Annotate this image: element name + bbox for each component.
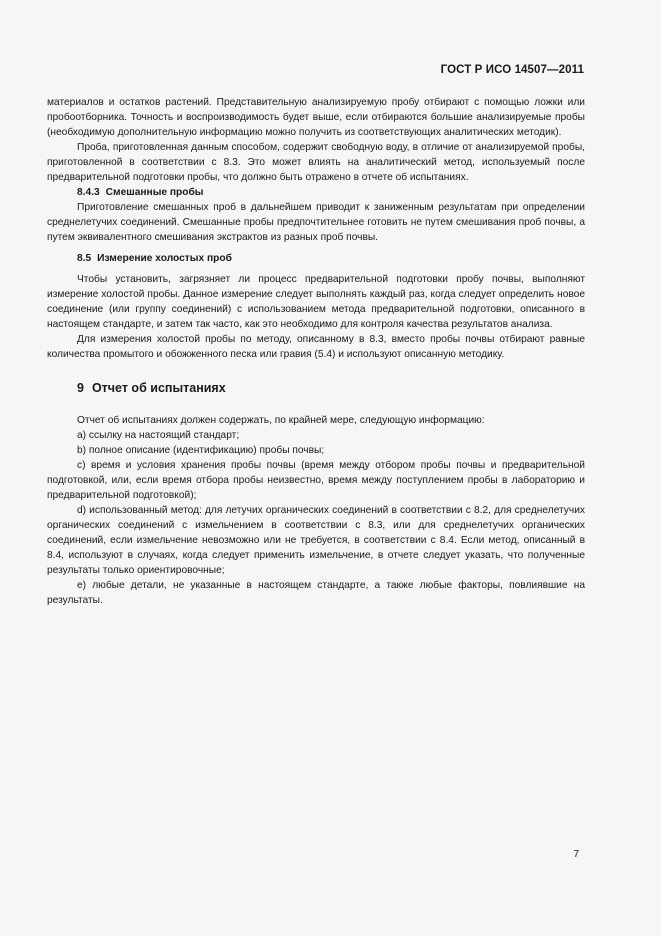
- page-number: 7: [573, 849, 579, 860]
- document-id-header: ГОСТ Р ИСО 14507—2011: [440, 64, 584, 76]
- list-item-e: e) любые детали, не указанные в настоящем стандарте, а также любые факторы, повлиявшие на результаты.: [47, 580, 585, 606]
- paragraph-blank-measurement: Чтобы установить, загрязняет ли процесс предварительной подготовки пробу почвы, выполняют измерение холостой пробы. Данное измерение следует выполнять каждый раз, когда следует определить новое соединение (или группу соединений) с использованием метода предварительной подготовки, описанного в настоящем стандарте, и затем так часто, как это необходимо для контроля качества результатов анализа.: [47, 274, 585, 330]
- section-title: Отчет об испытаниях: [91, 381, 226, 395]
- section-number: 9: [77, 381, 84, 395]
- subsection-heading-8-4-3: [47, 185, 585, 200]
- paragraph-report-intro: Отчет об испытаниях должен содержать, по крайней мере, следующую информацию:: [77, 415, 485, 426]
- paragraph-continuation: материалов и остатков растений. Представительную анализируемую пробу отбирают с помощью ложки или пробоотборника. Точность и воспроизводимость будет выше, если отбираются большие анализируемые пробы (необходимую дополнительную информацию можно получить из соответствующих аналитических методик).: [47, 97, 585, 138]
- subsection-title: Смешанные пробы: [105, 187, 204, 198]
- paragraph-blank-method: Для измерения холостой пробы по методу, описанному в 8.3, вместо пробы почвы отбирают равные количества промытого и обожженного песка или гравия (5.4) и используют описанную методику.: [47, 334, 585, 360]
- subsection-heading-8-5: [47, 251, 585, 266]
- subsection-number: 8.5: [77, 253, 92, 264]
- paragraph-mixed-samples: Приготовление смешанных проб в дальнейшем приводит к заниженным результатам при определении среднелетучих соединений. Смешанные пробы предпочтительнее готовить не путем смешивания проб почвы, а путем эквивалентного смешивания экстрактов из разных проб почвы.: [47, 202, 585, 243]
- document-body: [47, 95, 585, 608]
- list-item-d: d) использованный метод: для летучих органических соединений в соответствии с 8.2, для среднелетучих органических соединений с измельчением в соответствии с 8.3, или для среднелетучих органических соединений, если измельчение невозможно или не требуется, в соответствии с 8.4. Если метод, описанный в 8.4, используют в случаях, когда следует применить измельчение, в отчете следует указать, что полученные результаты только ориентировочные;: [47, 505, 585, 576]
- section-heading-9: [47, 379, 585, 397]
- subsection-number: 8.4.3: [77, 187, 100, 198]
- list-item-b: b) полное описание (идентификацию) пробы почвы;: [77, 445, 325, 456]
- list-item-a: a) ссылку на настоящий стандарт;: [77, 430, 240, 441]
- paragraph-free-water: Проба, приготовленная данным способом, содержит свободную воду, в отличие от анализируемой пробы, приготовленной в соответствии с 8.3. Это может влиять на аналитический метод, используемый после предварительной подготовки пробы, что должно быть отражено в отчете об испытаниях.: [47, 142, 585, 183]
- subsection-title: Измерение холостых проб: [97, 253, 232, 264]
- list-item-c: c) время и условия хранения пробы почвы (время между отбором пробы почвы и предварительной подготовкой, или, если время отбора пробы неизвестно, время между поступлением пробы в лабораторию и предварительной подготовкой);: [47, 460, 585, 501]
